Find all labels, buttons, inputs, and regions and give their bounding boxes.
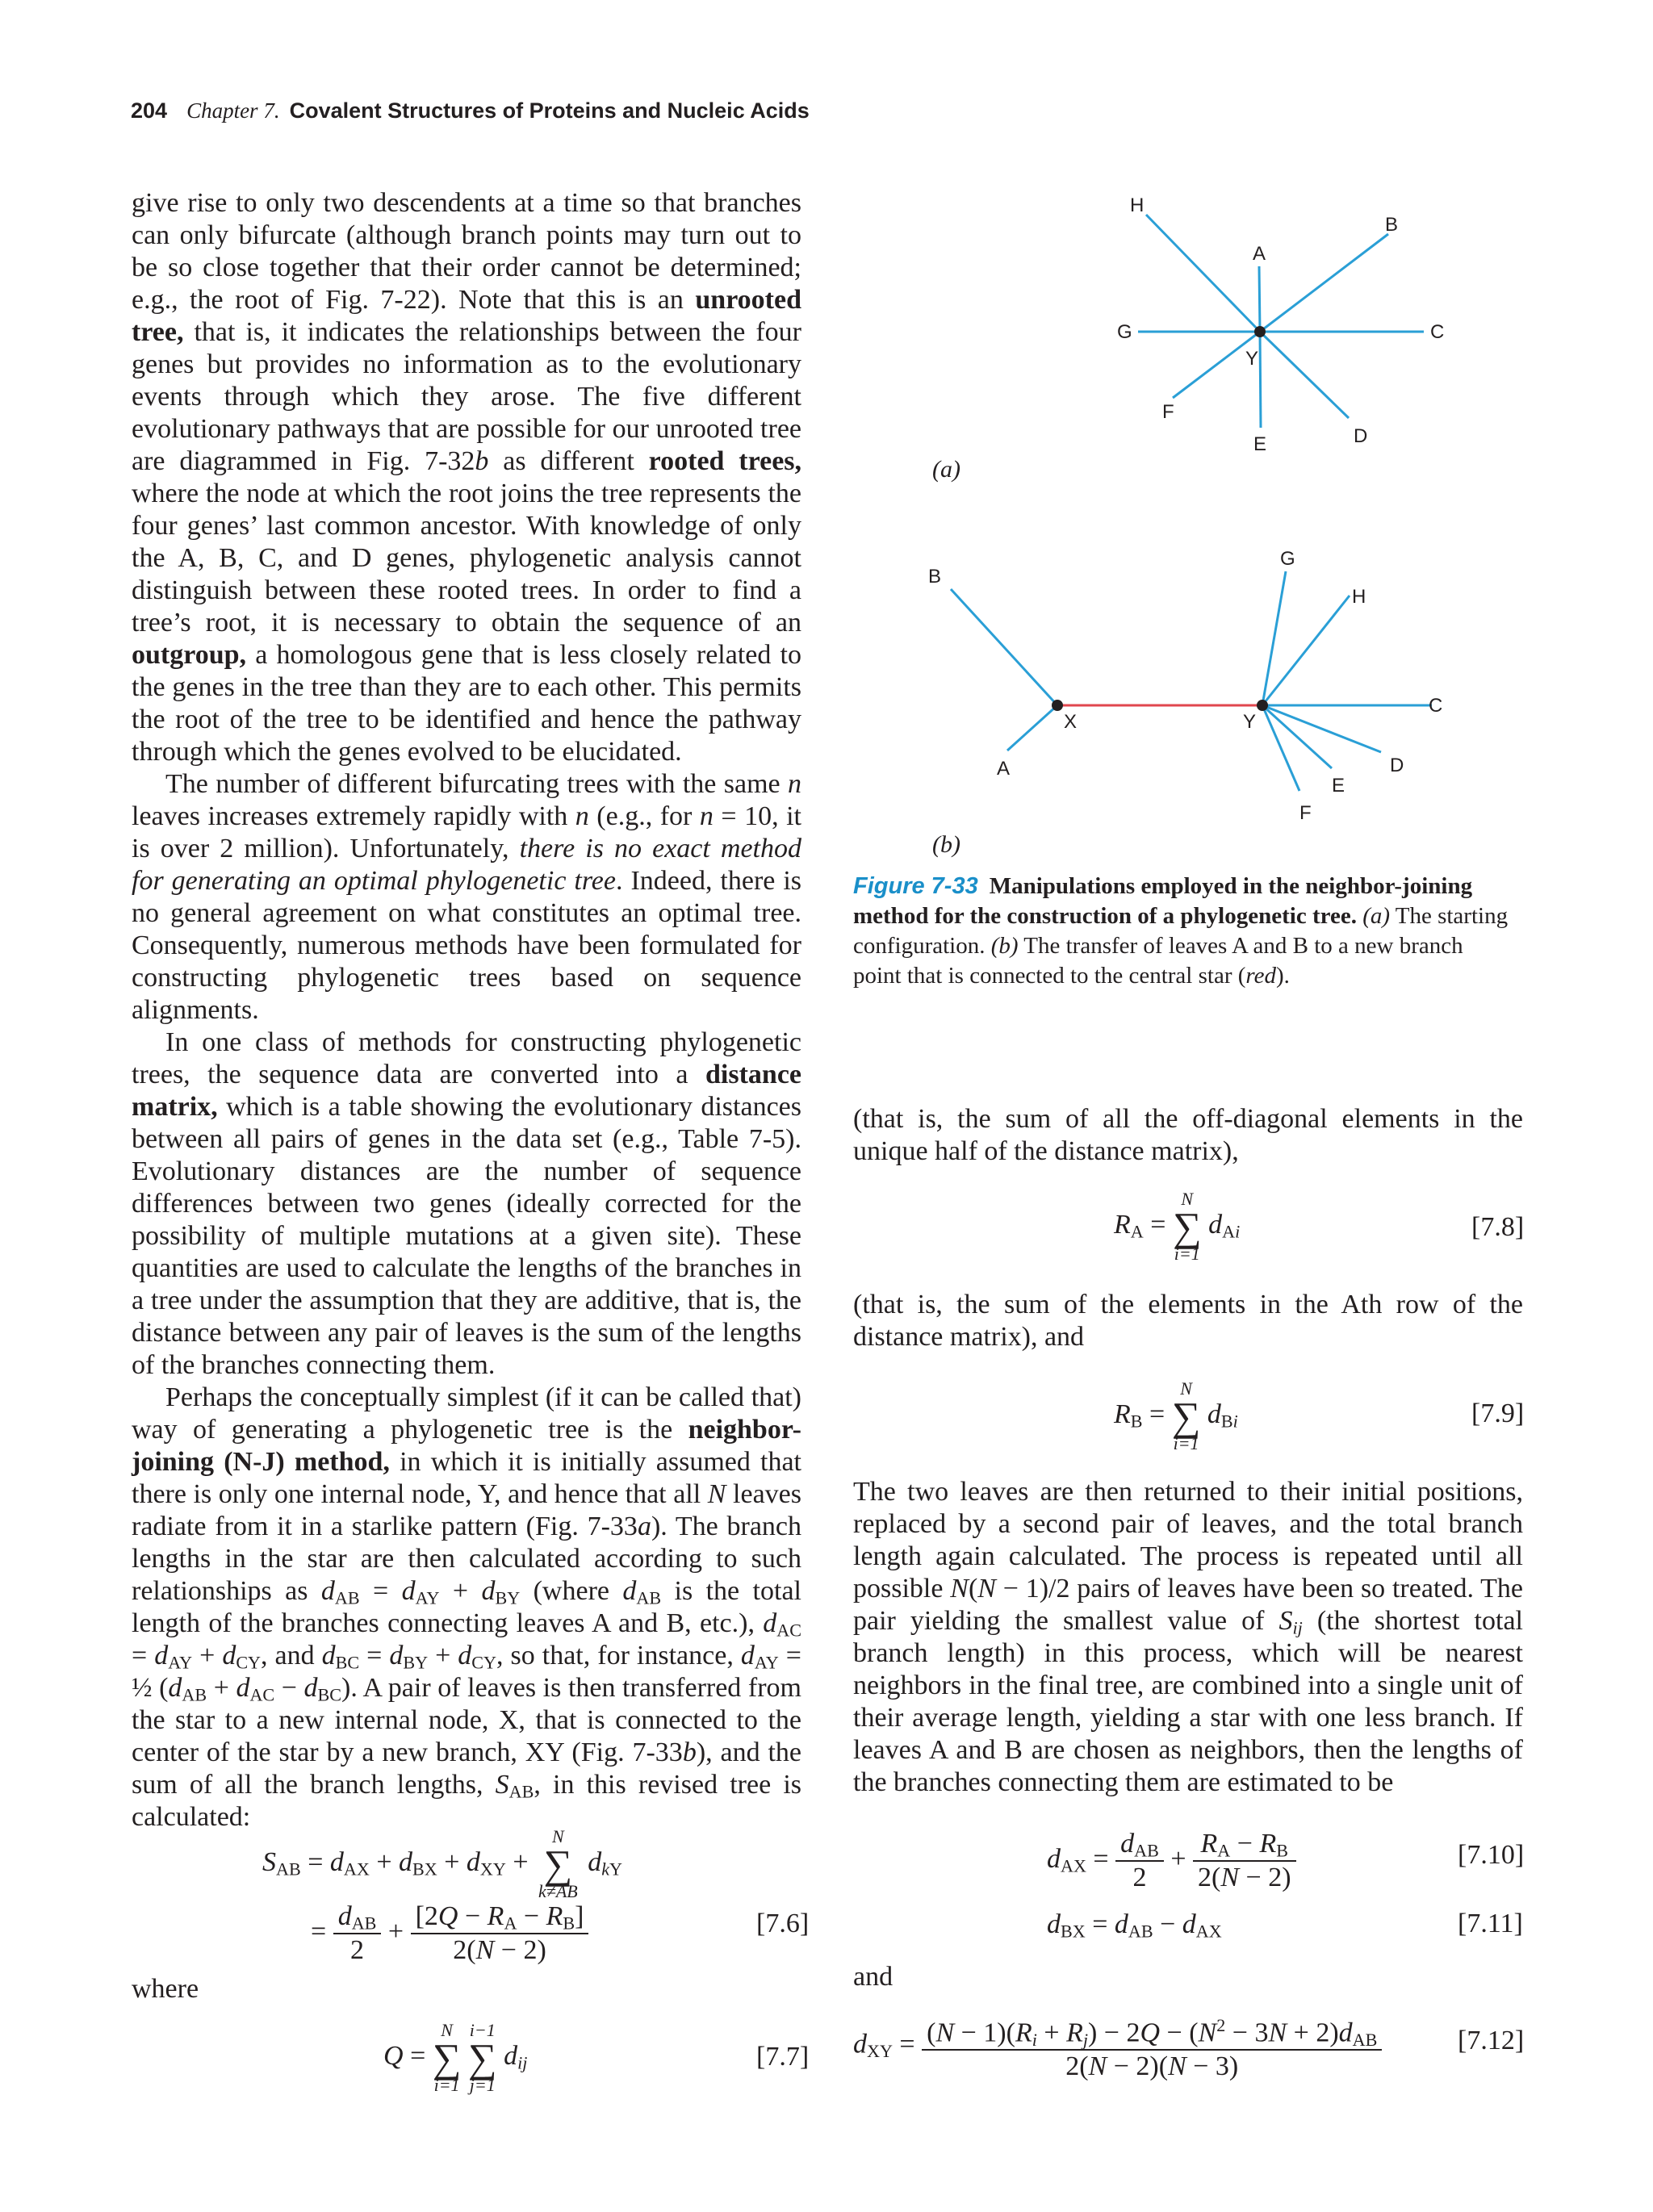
leaf-label: G — [1117, 321, 1132, 343]
leaf-label: Y — [1245, 348, 1259, 370]
figure-caption — [853, 872, 1515, 991]
paragraph: Perhaps the conceptually simplest (if it can be called that) way of generating a phylogenetic tree is the neighbor-joining (N-J) method, in which it is initially assumed that there is only one internal node, Y, and hence that all N leaves radiate from it in a starlike pattern (Fig. 7-33a). The branch lengths in the star are then calculated according to such relationships as $d_{AB} = d_{AY} + d_{BY}$ (where $d_{AB}$ is the total length of the branches connecting leaves A and B, etc.), $d_{AC} = d_{AY} + d_{CY}$, and $d_{BC} = d_{BY} + d_{CY}$, so that, for instance, $d_{AY}$ = ½ $(d_{AB} + d_{AC} - d_{BC})$. A pair of leaves is then transferred from the star to a new internal node, X, that is connected to the center of the star by a new branch, XY (Fig. 7-33b), and the sum of all the branch lengths, $S_{AB}$, in this revised tree is calculated: — [132, 1382, 802, 1832]
chapter-label: Chapter 7. — [186, 98, 280, 123]
caption-red-word: red — [1245, 963, 1276, 989]
right-text-2: (that is, the sum of the elements in the Ath row of the distance matrix), and — [853, 1290, 1523, 1352]
page-number: 204 — [131, 98, 168, 123]
leaf-label: X — [1064, 711, 1078, 733]
figure-number: Figure 7-33 — [853, 873, 978, 899]
leaf-label: B — [1385, 214, 1399, 236]
branch-g — [1262, 571, 1286, 705]
where-label: where — [132, 1974, 199, 2004]
branch-h — [1146, 215, 1260, 332]
node-x — [1052, 700, 1063, 711]
left-column — [132, 187, 801, 1834]
leaf-label: H — [1130, 194, 1145, 216]
branch-e — [1262, 705, 1332, 768]
figure-7-33a — [904, 186, 1485, 476]
paragraph: The number of different bifurcating trees with the same n leaves increases extremely rapidly with n (e.g., for n = 10, it is over 2 million). Unfortunately, there is no exact method for generating an optimal phylogenetic tree. Indeed, there is no general agreement on what constitutes an optimal tree. Consequently, numerous methods have been formulated for constructing phylogenetic trees based on sequence alignments. — [132, 769, 801, 1025]
leaf-label: A — [1253, 243, 1266, 265]
panel-label-b: (b) — [932, 831, 960, 858]
branch-b — [951, 589, 1057, 705]
eq-number-7-10: [7.10] — [1458, 1840, 1525, 1870]
equation-7-6-line2: = $\frac{d_{AB}}{2}$ + $\frac{[2Q - R_A - R_B]}{2(N - 2)}$ — [311, 1900, 588, 1967]
branch-b — [1260, 234, 1388, 332]
eq-number-7-11: [7.11] — [1458, 1909, 1523, 1938]
paragraph: give rise to only two descendents at a time so that branches can only bifurcate (although branch points may turn out to be so close together that their order cannot be determined; e.g., the root of Fig. 7-22). Note that this is an unrooted tree, that is, it indicates the relationships between the four genes but provides no information as to the evolutionary events through which they arose. The five different evolutionary pathways that are possible for our unrooted tree are diagrammed in Fig. 7-32b as different rooted trees, where the node at which the root joins the tree represents the four genes’ last common ancestor. With knowledge of only the A, B, C, and D genes, phylogenetic analysis cannot distinguish between these rooted trees. In order to find a tree’s root, it is necessary to obtain the sequence of an outgroup, a homologous gene that is less closely related to the genes in the tree than they are to each other. This permits the root of the tree to be identified and hence the pathway through which the genes evolved to be elucidated. — [132, 188, 802, 767]
leaf-label: F — [1162, 401, 1174, 423]
equation-7-7: Q = N ∑ i=1 i−1 ∑ j=1 $d_{ij}$ — [383, 2020, 528, 2095]
eq-number-7-8: [7.8] — [1471, 1212, 1525, 1242]
eq-number-7-9: [7.9] — [1471, 1399, 1525, 1428]
right-text-1: (that is, the sum of all the off-diagonal elements in the unique half of the distance matrix), — [853, 1104, 1523, 1166]
node-y — [1257, 700, 1268, 711]
leaf-label: D — [1390, 755, 1404, 776]
eq-number-7-6: [7.6] — [756, 1909, 810, 1938]
leaf-label: A — [997, 758, 1011, 780]
panel-label-a: (a) — [932, 456, 960, 483]
eq-number-7-7: [7.7] — [756, 2042, 810, 2072]
branch-a — [1259, 266, 1260, 332]
right-text-3: The two leaves are then returned to their initial positions, replaced by a second pair of leaves, and the total branch length again calculated. The process is repeated until all possible N(N − 1)/2 pairs of leaves have been so treated. The pair yielding the smallest value of $S_{ij}$ (the shortest total branch length) in this process, which will be nearest neighbors in the final tree, are combined into a single unit of their average length, yielding a star with one less branch. If leaves A and B are chosen as neighbors, then the lengths of the branches connecting them are estimated to be — [853, 1477, 1523, 1797]
leaf-label: E — [1332, 775, 1345, 797]
leaf-label: C — [1429, 695, 1443, 717]
leaf-label: E — [1253, 433, 1267, 455]
caption-end: ). — [1275, 963, 1290, 989]
branch-a — [1007, 705, 1057, 751]
page-header — [131, 98, 810, 123]
leaf-label: C — [1430, 321, 1445, 343]
equation-7-9: $R_B$ = N ∑ i=1 $d_{Bi}$ — [1114, 1378, 1238, 1453]
equation-7-10: $d_{AX}$ = $\frac{d_{AB}}{2}$ + $\frac{R_A - R_B}{2(N - 2)}$ — [1047, 1828, 1296, 1894]
figure-7-33b — [904, 541, 1485, 839]
equation-7-6: $S_{AB} = d_{AX} + d_{BX} + d_{XY}$ + N ∑ k≠AB $d_{kY}$ — [262, 1826, 622, 1901]
eq-number-7-12: [7.12] — [1458, 2026, 1525, 2055]
equation-7-12: $d_{XY}$ = $\frac{(N - 1)(R_i + R_j) - 2Q - (N^2 - 3N + 2)d_{AB}}{2(N - 2)(N - 3)}$ — [853, 2009, 1382, 2083]
leaf-label: Y — [1243, 711, 1257, 733]
paragraph: In one class of methods for constructing phylogenetic trees, the sequence data are converted into a distance matrix, which is a table showing the evolutionary distances between all pairs of genes in the data set (e.g., Table 7-5). Evolutionary distances are the number of sequence differences between two genes (ideally corrected for the possibility of multiple mutations at a given site). These quantities are used to calculate the lengths of the branches in a tree under the assumption that they are additive, that is, the distance between any pair of leaves is the sum of the lengths of the branches connecting them. — [132, 1027, 801, 1380]
equation-7-8: $R_A$ = N ∑ i=1 $d_{Ai}$ — [1114, 1189, 1241, 1264]
equation-7-11: $d_{BX} = d_{AB} - d_{AX}$ — [1047, 1909, 1222, 1942]
leaf-label: G — [1280, 548, 1295, 570]
caption-title: Manipulations employed in the neighbor-joining method for the construction of a phylogenetic tree. — [853, 873, 1473, 929]
chapter-title: Covalent Structures of Proteins and Nucleic Acids — [289, 98, 810, 123]
leaf-label: F — [1299, 802, 1312, 824]
and-label: and — [853, 1962, 893, 1992]
leaf-label: B — [928, 566, 942, 587]
branch-e — [1260, 332, 1261, 428]
leaf-label: H — [1352, 586, 1366, 608]
node-y — [1254, 326, 1266, 337]
branch-h — [1262, 596, 1350, 705]
caption-part-b: (b) — [990, 933, 1019, 959]
caption-part-a: (a) — [1362, 903, 1391, 929]
caption-text-a: The starting configuration. — [853, 903, 1509, 959]
leaf-label: D — [1354, 425, 1368, 447]
caption-text-b: The transfer of leaves A and B to a new branch point that is connected to the central star ( — [853, 933, 1463, 989]
branch-d — [1260, 332, 1349, 418]
